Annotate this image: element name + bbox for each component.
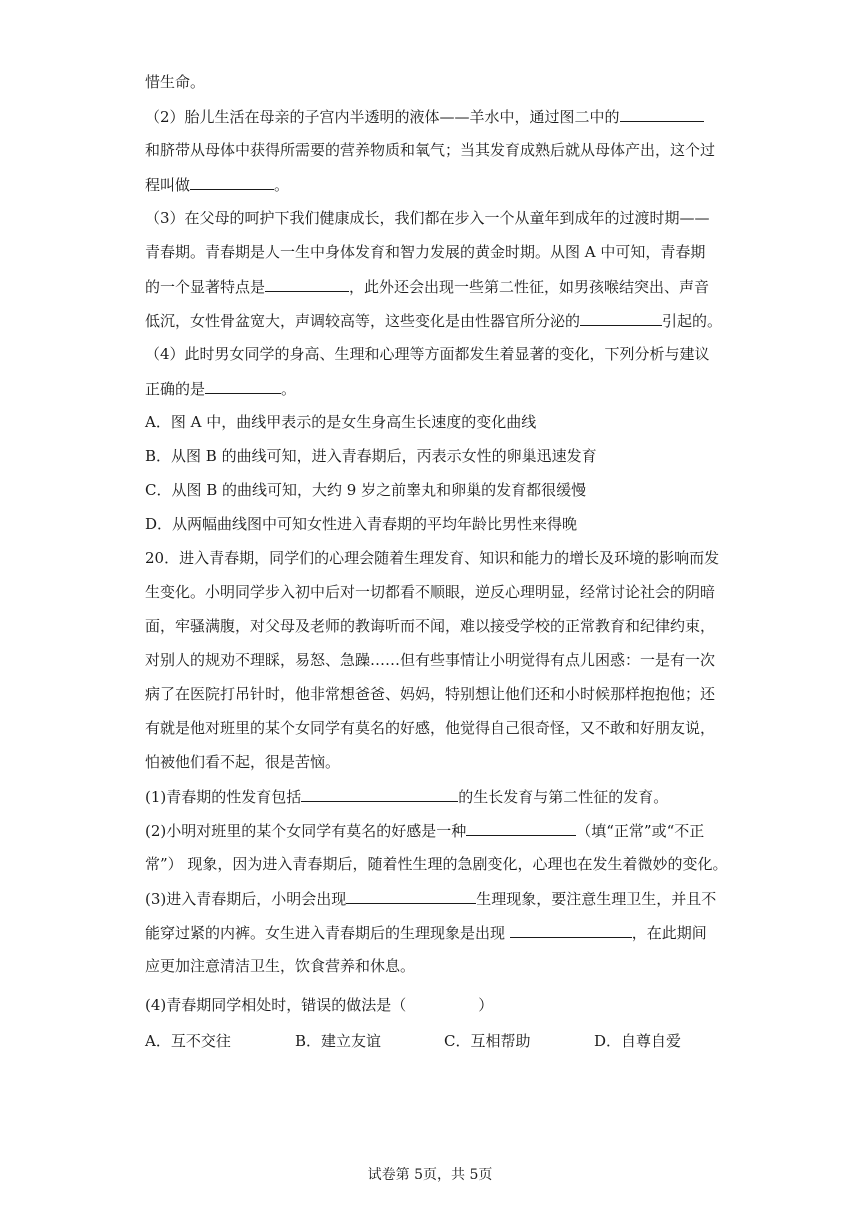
choice-b[interactable]: B．建立友谊 xyxy=(295,1032,382,1050)
answer-blank[interactable] xyxy=(301,786,458,802)
option-b[interactable]: B．从图 B 的曲线可知，进入青春期后，丙表示女性的卵巢迅速发育 xyxy=(145,447,597,465)
text-line: 应更加注意清洁卫生，饮食营养和休息。 xyxy=(145,957,416,975)
question-20-1-line: (1)青春期的性发育包括 的生长发育与第二性征的发育。 xyxy=(145,788,669,806)
question-20-2-line: (2)小明对班里的某个女同学有莫名的好感是一种 （填“正常”或“不正 xyxy=(145,822,705,840)
question-20-4-line: (4)青春期同学相处时，错误的做法是（ ） xyxy=(145,996,494,1014)
text-line: 生变化。小明同学步入初中后对一切都看不顺眼，逆反心理明显，经常讨论社会的阴暗 xyxy=(145,583,716,601)
text-line: 程叫做 。 xyxy=(145,176,290,194)
option-a[interactable]: A．图 A 中，曲线甲表示的是女生身高生长速度的变化曲线 xyxy=(145,413,537,431)
text-line: 常”） 现象，因为进入青春期后，随着性生理的急剧变化，心理也在发生着微妙的变化。 xyxy=(145,855,728,873)
page-footer: 试卷第 5页，共 5页 xyxy=(367,1167,493,1183)
choice-c[interactable]: C．互相帮助 xyxy=(444,1032,531,1050)
text-line: 正确的是 。 xyxy=(145,380,297,398)
text-line: 的一个显著特点是 ，此外还会出现一些第二性征，如男孩喉结突出、声音 xyxy=(145,278,710,296)
text-line: 有就是他对班里的某个女同学有莫名的好感，他觉得自己很奇怪，又不敢和好朋友说， xyxy=(145,719,716,737)
question-20-3-line: (3)进入青春期后，小明会出现 生理现象，要注意生理卫生，并且不 xyxy=(145,890,717,908)
text-line: 怕被他们看不起，很是苦恼。 xyxy=(145,753,341,771)
answer-blank[interactable] xyxy=(580,310,662,326)
answer-blank[interactable] xyxy=(205,378,281,394)
option-c[interactable]: C．从图 B 的曲线可知，大约 9 岁之前睾丸和卵巢的发育都很缓慢 xyxy=(145,481,587,499)
question-19-2-line: （2）胎儿生活在母亲的子宫内半透明的液体——羊水中，通过图二中的 xyxy=(145,106,704,128)
choice-d[interactable]: D．自尊自爱 xyxy=(594,1032,682,1050)
question-19-3-line: （3）在父母的呵护下我们健康成长，我们都在步入一个从童年到成年的过渡时期—— xyxy=(145,209,710,227)
text-line: 和脐带从母体中获得所需要的营养物质和氧气；当其发育成熟后就从母体产出，这个过 xyxy=(145,141,716,159)
text-line: 面，牢骚满腹，对父母及老师的教诲听而不闻，难以接受学校的正常教育和纪律约束， xyxy=(145,617,716,635)
text-line: 能穿过紧的内裤。女生进入青春期后的生理现象是出现 ，在此期间 xyxy=(145,924,707,942)
answer-blank[interactable] xyxy=(510,922,632,938)
text-line: 惜生命。 xyxy=(145,73,206,91)
answer-blank[interactable] xyxy=(466,820,576,836)
answer-blank[interactable] xyxy=(265,276,349,292)
text-line: 青春期。青春期是人一生中身体发育和智力发展的黄金时期。从图 A 中可知，青春期 xyxy=(145,243,706,261)
answer-blank[interactable] xyxy=(190,174,274,190)
text-line: 病了在医院打吊针时，他非常想爸爸、妈妈，特别想让他们还和小时候那样抱抱他；还 xyxy=(145,685,716,703)
answer-blank[interactable] xyxy=(346,888,476,904)
option-d[interactable]: D．从两幅曲线图中可知女性进入青春期的平均年龄比男性来得晚 xyxy=(145,515,578,533)
text-line: 对别人的规劝不理睬，易怒、急躁……但有些事情让小明觉得有点儿困惑：一是有一次 xyxy=(145,651,716,669)
answer-blank[interactable] xyxy=(620,106,704,122)
question-20-stem: 20．进入青春期，同学们的心理会随着生理发育、知识和能力的增长及环境的影响而发 xyxy=(145,549,720,567)
choice-a[interactable]: A．互不交往 xyxy=(145,1032,231,1050)
question-19-4-line: （4）此时男女同学的身高、生理和心理等方面都发生着显著的变化，下列分析与建议 xyxy=(145,345,710,363)
text-line: 低沉，女性骨盆宽大，声调较高等，这些变化是由性器官所分泌的 引起的。 xyxy=(145,312,723,330)
